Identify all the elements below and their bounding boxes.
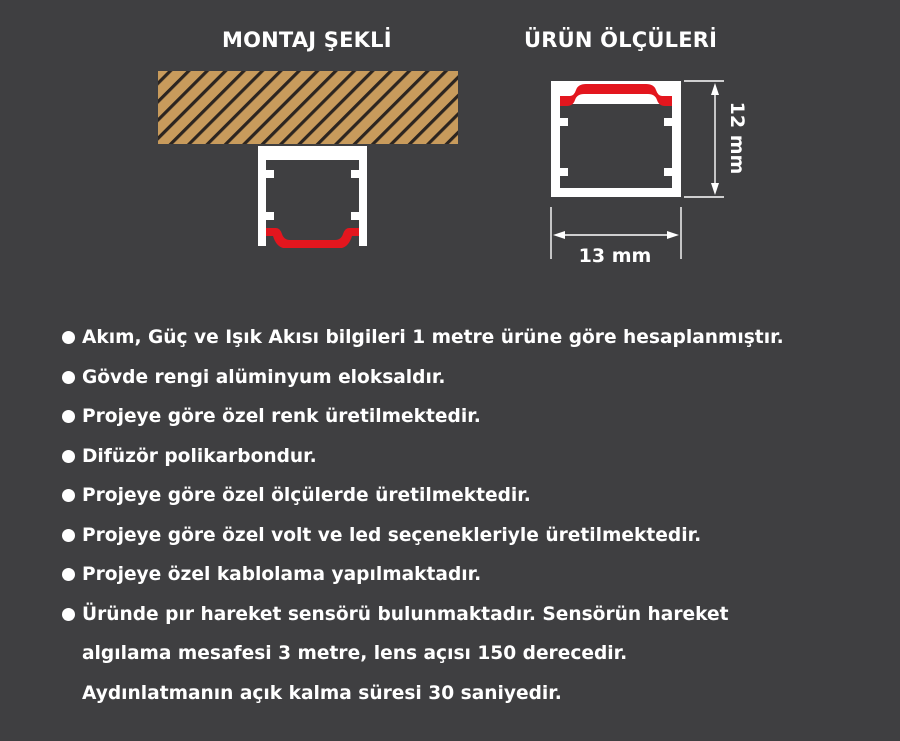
list-item-continuation: algılama mesafesi 3 metre, lens açısı 150 derecedir. [82,643,628,664]
feature-list [62,318,784,713]
bullet-dot-icon [62,371,75,384]
profile-clip-left-lower [266,212,274,220]
dimension-profile [551,81,681,197]
list-item [62,516,784,556]
list-item [62,555,784,595]
wood-ceiling [158,71,458,144]
height-label: 12 mm [726,101,748,175]
dim-clip-right-lower [664,168,672,176]
width-arrow-right [667,231,679,239]
dimensions-heading: ÜRÜN ÖLÇÜLERİ [524,28,718,52]
height-arrow-top [711,83,719,95]
mounting-diagram [158,71,458,248]
list-item-text: Projeye göre özel volt ve led seçenekleriyle üretilmektedir. [82,524,702,546]
dim-clip-left-lower [560,168,568,176]
list-item-text: Projeye göre özel ölçülerde üretilmektedir. [82,485,531,506]
mounted-profile [258,146,367,248]
list-item-text: Difüzör polikarbondur. [82,445,317,467]
list-item-text: Gövde rengi alüminyum eloksaldır. [82,366,446,388]
dimension-diagram [551,81,748,267]
dim-clip-left [560,118,568,126]
profile-clip-right [351,170,359,178]
dim-clip-right [664,118,672,126]
list-item-text: Projeye özel kablolama yapılmaktadır. [82,564,482,585]
bullet-dot-icon [62,568,75,581]
list-item [62,595,784,714]
bullet-dot-icon [62,608,75,621]
width-label: 13 mm [578,245,652,267]
bullet-dot-icon [62,331,75,344]
list-item-text: Projeye göre özel renk üretilmektedir. [82,406,481,427]
bullet-dot-icon [62,529,75,542]
list-item-continuation: Aydınlatmanın açık kalma süresi 30 saniyedir. [82,682,562,704]
bullet-dot-icon [62,489,75,502]
list-item [62,476,784,516]
height-arrow-bottom [711,183,719,195]
bullet-dot-icon [62,410,75,423]
profile-clip-left [266,170,274,178]
list-item [62,437,784,477]
bullet-dot-icon [62,450,75,463]
profile-clip-right-lower [351,212,359,220]
list-item-text: Akım, Güç ve Işık Akısı bilgileri 1 metre ürüne göre hesaplanmıştır. [82,327,784,348]
diagrams [0,0,900,300]
mounting-heading: MONTAJ ŞEKLİ [222,28,392,52]
list-item [62,397,784,437]
width-arrow-left [553,231,565,239]
list-item [62,318,784,358]
height-dimension [684,81,724,197]
diffuser-red [266,228,359,248]
list-item [62,358,784,398]
list-item-text: Üründe pır hareket sensörü bulunmaktadır. Sensörün hareket [82,603,729,625]
